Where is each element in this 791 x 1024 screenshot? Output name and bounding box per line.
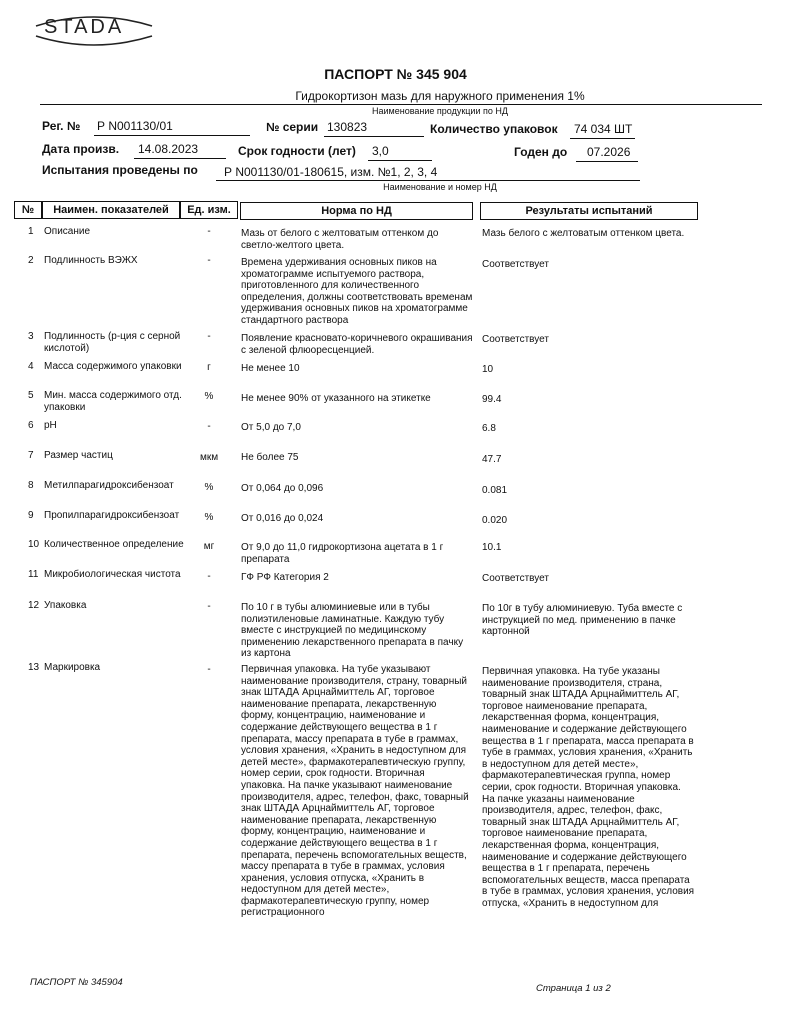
header-norm: Норма по НД: [240, 202, 473, 220]
row-result: 99.4: [482, 394, 502, 405]
qty-underline: [570, 138, 635, 139]
row-indicator: Масса содержимого упаковки: [44, 361, 182, 372]
series-value: 130823: [327, 120, 368, 134]
row-norm: По 10 г в тубы алюминиевые или в тубы полиэтиленовые ламинатные. Каждую тубу вместе с инструкцией по медицинскому применению лекарственного препарата в пачку из картона: [241, 602, 464, 660]
row-unit: г: [207, 362, 211, 373]
row-unit: -: [207, 664, 211, 675]
row-unit: %: [204, 482, 214, 493]
row-indicator: Микробиологическая чистота: [44, 569, 181, 580]
row-number: 13: [28, 662, 40, 673]
row-result: Соответствует: [482, 573, 549, 584]
row-norm: ГФ РФ Категория 2: [241, 572, 329, 583]
row-unit: -: [207, 226, 211, 237]
product-name: Гидрокортизон мазь для наружного применения 1%: [295, 89, 585, 103]
row-norm: Времена удерживания основных пиков на хроматограмме испытуемого раствора, приготовленного для количественного определения, должны соответствовать временам удерживания основных пиков на хроматограмме стандартного раствора: [241, 257, 473, 326]
row-result: 0.081: [482, 485, 508, 496]
row-indicator: Метилпарагидроксибензоат: [44, 480, 174, 491]
row-norm: Не более 75: [241, 452, 299, 463]
brand-logo-text: STADA: [44, 16, 125, 38]
row-norm: Не менее 90% от указанного на этикетке: [241, 393, 431, 404]
expiry-underline: [576, 161, 638, 162]
row-number: 6: [28, 420, 34, 431]
row-indicator: Размер частиц: [44, 450, 113, 461]
expiry-label: Годен до: [514, 145, 568, 159]
row-number: 9: [28, 510, 34, 521]
product-caption: Наименование продукции по НД: [372, 106, 508, 116]
tests-underline: [216, 180, 640, 181]
row-result: Первичная упаковка. На тубе указаны наименование производителя, страна, товарный знак ШТАДА Арцнаймиттель АГ, торговое наименование препарата, лекарственная форма, концентрация, наименование и содержание действующего вещества в 1 г препарата, масса препарата в тубе в граммах, условия хранения, «Хранить в недоступном для детей месте», фармакотерапевтическая группа, номер серии, срок годности. Вторичная упаковка. На пачке указаны наименование производителя, адрес, телефон, факс, товарный знак ШТАДА Арцнаймиттель АГ, торговое наименование препарата, лекарственная форма, концентрация, наименование и содержание действующего вещества в 1 г препарата, перечень вспомогательных веществ, масса препарата в тубе в граммах, условия хранения, условия отпуска, «Хранить в недоступном для: [482, 666, 695, 909]
row-result: 0.020: [482, 515, 508, 526]
series-label: № серии: [266, 120, 319, 134]
footer-page-number: Страница 1 из 2: [536, 983, 611, 994]
header-num: №: [14, 201, 42, 219]
row-number: 1: [28, 226, 34, 237]
row-result: Соответствует: [482, 334, 549, 345]
row-result: По 10г в тубу алюминиевую. Туба вместе с инструкцией по мед. применению в пачке картонной: [482, 603, 683, 638]
row-result: Соответствует: [482, 259, 549, 270]
product-underline: [40, 104, 762, 105]
row-number: 12: [28, 600, 40, 611]
row-number: 3: [28, 331, 34, 342]
row-number: 10: [28, 539, 40, 550]
shelf-value: 3,0: [372, 144, 389, 158]
row-unit: %: [204, 391, 214, 402]
row-unit: %: [204, 512, 214, 523]
row-result: 6.8: [482, 423, 496, 434]
row-norm: От 9,0 до 11,0 гидрокортизона ацетата в 1 г препарата: [241, 542, 444, 565]
row-norm: От 5,0 до 7,0: [241, 422, 301, 433]
row-unit: мкм: [199, 452, 219, 463]
row-norm: От 0,016 до 0,024: [241, 513, 324, 524]
row-number: 2: [28, 255, 34, 266]
row-indicator: pH: [44, 420, 57, 431]
row-norm: Мазь от белого с желтоватым оттенком до светло-желтого цвета.: [241, 228, 439, 251]
reg-value: Р N001130/01: [97, 119, 173, 133]
row-indicator: Пропилпарагидроксибензоат: [44, 510, 180, 521]
date-value: 14.08.2023: [138, 142, 199, 156]
row-norm: Появление красновато-коричневого окрашивания с зеленой флюоресценцией.: [241, 333, 473, 356]
series-underline: [324, 136, 424, 137]
row-result: 47.7: [482, 454, 502, 465]
row-number: 8: [28, 480, 34, 491]
row-result: 10: [482, 364, 494, 375]
row-unit: -: [207, 421, 211, 432]
row-number: 5: [28, 390, 34, 401]
row-unit: -: [207, 331, 211, 342]
row-indicator: Мин. масса содержимого отд. упаковки: [44, 390, 182, 413]
row-unit: -: [207, 601, 211, 612]
header-result: Результаты испытаний: [480, 202, 698, 220]
row-unit: -: [207, 571, 211, 582]
tests-value: Р N001130/01-180615, изм. №1, 2, 3, 4: [224, 165, 438, 179]
row-number: 11: [28, 569, 39, 580]
row-unit: мг: [203, 541, 215, 552]
row-indicator: Упаковка: [44, 600, 87, 611]
row-indicator: Количественное определение: [44, 539, 184, 550]
row-indicator: Описание: [44, 226, 91, 237]
row-unit: -: [207, 255, 211, 266]
shelf-label: Срок годности (лет): [238, 144, 356, 158]
qty-value: 74 034 ШТ: [574, 122, 633, 136]
row-norm: Не менее 10: [241, 363, 300, 374]
date-underline: [134, 158, 226, 159]
footer-passport-number: ПАСПОРТ № 345904: [30, 977, 123, 988]
reg-label: Рег. №: [42, 119, 81, 133]
shelf-underline: [368, 160, 432, 161]
header-unit: Ед. изм.: [180, 201, 238, 219]
reg-underline: [94, 135, 250, 136]
row-number: 4: [28, 361, 34, 372]
row-indicator: Подлинность (р-ция с серной кислотой): [44, 331, 181, 354]
row-norm: От 0,064 до 0,096: [241, 483, 324, 494]
passport-title: ПАСПОРТ № 345 904: [324, 66, 467, 82]
expiry-value: 07.2026: [587, 145, 631, 159]
row-norm: Первичная упаковка. На тубе указывают наименование производителя, страну, товарный знак ШТАДА Арцнаймиттель АГ, торговое наименование препарата, лекарственную форму, концентрацию, наименование и содержание действующего вещества в 1 г препарата, массу препарата в тубе в граммах, условия хранения, «Хранить в недоступном для детей месте», фармакотерапевтическую группу, номер серии, срок годности. Вторичная упаковка. На пачке указывают наименование производителя, адрес, телефон, факс, товарный знак ШТАДА Арцнаймиттель АГ, торговое наименование препарата, лекарственную форму, концентрацию, наименование и содержание действующего вещества в 1 г препарата, перечень вспомогательных веществ, массу препарата в тубе в граммах, условия хранения, условия отпуска, «Хранить в недоступном для детей месте», фармакотерапевтическую группу, номер регистрационного: [241, 664, 469, 919]
date-label: Дата произв.: [42, 142, 120, 156]
row-indicator: Маркировка: [44, 662, 101, 673]
header-name: Наимен. показателей: [42, 201, 180, 219]
tests-label: Испытания проведены по: [42, 163, 198, 177]
row-number: 7: [28, 450, 34, 461]
row-result: Мазь белого с желтоватым оттенком цвета.: [482, 228, 685, 239]
tests-caption: Наименование и номер НД: [383, 182, 497, 192]
row-result: 10.1: [482, 542, 502, 553]
qty-label: Количество упаковок: [430, 122, 558, 136]
row-indicator: Подлинность ВЭЖХ: [44, 255, 138, 266]
